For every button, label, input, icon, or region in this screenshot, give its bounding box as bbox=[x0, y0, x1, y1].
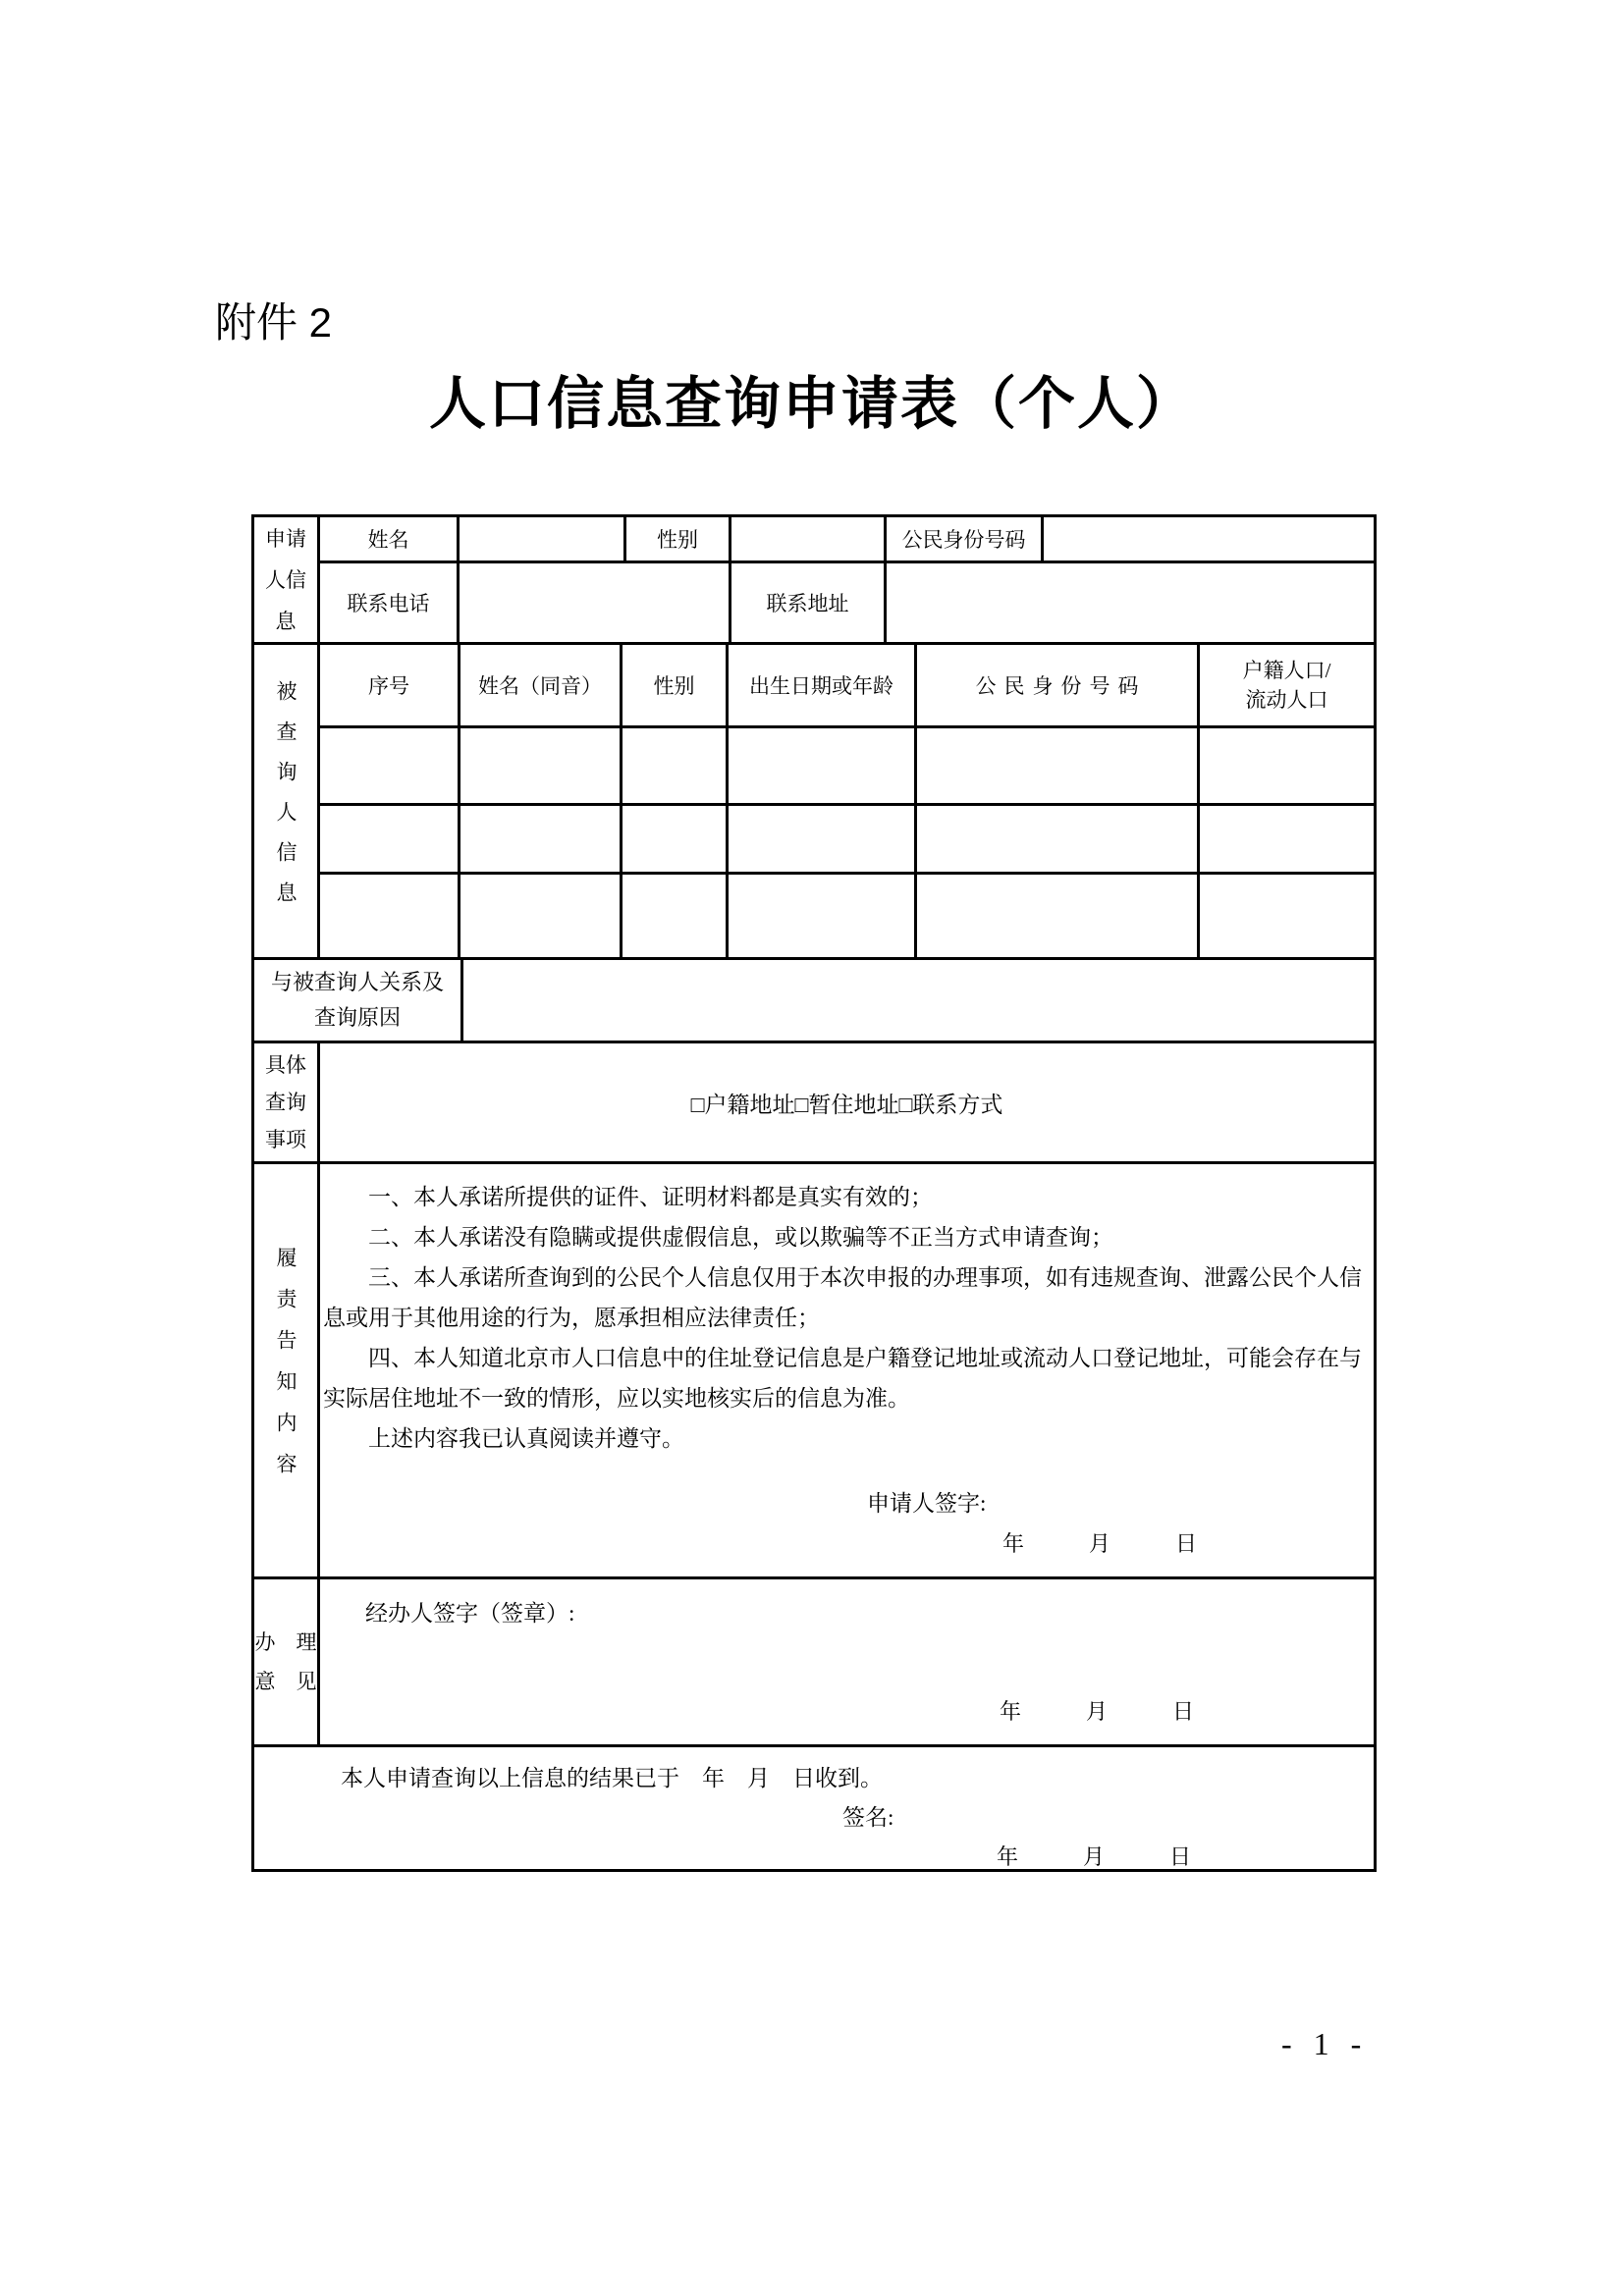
queried-col-population-type-line1: 户籍人口/ bbox=[1242, 659, 1331, 682]
applicant-phone-field[interactable] bbox=[460, 563, 729, 642]
query-items-label-text: 具体查询事项 bbox=[265, 1053, 306, 1151]
notice-section bbox=[254, 1164, 1374, 1576]
queried-row1-population-cell[interactable] bbox=[1200, 728, 1374, 803]
queried-col-population-type-line2: 流动人口 bbox=[1245, 688, 1328, 712]
relation-reason-section bbox=[254, 960, 1374, 1041]
notice-content bbox=[320, 1164, 1374, 1576]
applicant-name-field[interactable] bbox=[460, 517, 623, 561]
applicant-info-section bbox=[254, 517, 1374, 642]
queried-col-birth: 出生日期或年龄 bbox=[729, 645, 914, 725]
relation-reason-label-line2: 查询原因 bbox=[313, 1005, 401, 1030]
notice-paragraph-4: 四、本人知道北京市人口信息中的住址登记信息是户籍登记地址或流动人口登记地址，可能会存在与实际居住地址不一致的情形，应以实地核实后的信息为准。 bbox=[323, 1346, 1362, 1411]
query-items-label bbox=[254, 1043, 317, 1161]
applicant-gender-field[interactable] bbox=[731, 517, 884, 561]
notice-section-label: 履责告知内容 bbox=[254, 1164, 317, 1576]
queried-section-label: 被查询人信息 bbox=[254, 645, 317, 957]
opinion-section bbox=[254, 1579, 1374, 1744]
queried-row3-population-cell[interactable] bbox=[1200, 875, 1374, 957]
query-items-section bbox=[254, 1043, 1374, 1161]
checkbox-option-contact-info[interactable]: □联系方式 bbox=[898, 1092, 1003, 1117]
queried-row2-name-cell[interactable] bbox=[460, 806, 620, 872]
queried-col-gender: 性别 bbox=[623, 645, 726, 725]
applicant-section-label-text: 申请人信息 bbox=[265, 526, 306, 633]
notice-paragraph-3: 三、本人承诺所查询到的公民个人信息仅用于本次申报的办理事项，如有违规查询、泄露公民个人信息或用于其他用途的行为，愿承担相应法律责任； bbox=[323, 1265, 1362, 1330]
queried-row3-seq-cell[interactable] bbox=[320, 875, 458, 957]
opinion-content bbox=[320, 1579, 1374, 1744]
notice-paragraph-2: 二、本人承诺没有隐瞒或提供虚假信息，或以欺骗等不正当方式申请查询； bbox=[368, 1225, 1113, 1250]
queried-col-name: 姓名（同音） bbox=[460, 645, 620, 725]
queried-row2-seq-cell[interactable] bbox=[320, 806, 458, 872]
applicant-signature-label[interactable]: 申请人签字: bbox=[867, 1491, 987, 1516]
checkbox-option-temporary-address[interactable]: □暂住地址 bbox=[794, 1092, 899, 1117]
opinion-section-label-line2: 意 见 bbox=[254, 1670, 317, 1693]
queried-row3-name-cell[interactable] bbox=[460, 875, 620, 957]
queried-row2-population-cell[interactable] bbox=[1200, 806, 1374, 872]
checkbox-option-household-address[interactable]: □户籍地址 bbox=[690, 1092, 795, 1117]
queried-row1-id-cell[interactable] bbox=[917, 728, 1197, 803]
receipt-date-line[interactable]: 年 月 日 bbox=[997, 1844, 1192, 1869]
applicant-signature-date-line[interactable]: 年 月 日 bbox=[1002, 1531, 1198, 1556]
receipt-content bbox=[254, 1747, 1374, 1869]
queried-row2-gender-cell[interactable] bbox=[623, 806, 726, 872]
queried-col-id: 公民身份号码 bbox=[917, 645, 1197, 725]
operator-signature-date-line[interactable]: 年 月 日 bbox=[1000, 1699, 1195, 1724]
queried-row1-name-cell[interactable] bbox=[460, 728, 620, 803]
page-title: 人口信息查询申请表（个人） bbox=[428, 372, 1195, 436]
opinion-section-label bbox=[254, 1579, 317, 1744]
relation-reason-label bbox=[254, 960, 460, 1041]
receipt-statement: 本人申请查询以上信息的结果已于 年 月 日收到。 bbox=[341, 1766, 883, 1790]
notice-paragraph-5: 上述内容我已认真阅读并遵守。 bbox=[368, 1426, 684, 1451]
queried-row2-id-cell[interactable] bbox=[917, 806, 1197, 872]
receipt-section bbox=[254, 1747, 1374, 1869]
operator-signature-label[interactable]: 经办人签字（签章）: bbox=[365, 1601, 575, 1626]
queried-row3-id-cell[interactable] bbox=[917, 875, 1197, 957]
receipt-signature-label[interactable]: 签名: bbox=[842, 1805, 894, 1830]
queried-row1-gender-cell[interactable] bbox=[623, 728, 726, 803]
query-items-options bbox=[320, 1043, 1374, 1161]
queried-row2-birth-cell[interactable] bbox=[729, 806, 914, 872]
application-form-table bbox=[251, 514, 1377, 1872]
queried-col-population-type bbox=[1200, 645, 1374, 725]
relation-reason-label-line1: 与被查询人关系及 bbox=[270, 970, 444, 994]
applicant-gender-label: 性别 bbox=[626, 517, 729, 561]
notice-paragraph-1: 一、本人承诺所提供的证件、证明材料都是真实有效的； bbox=[368, 1185, 933, 1209]
queried-row1-birth-cell[interactable] bbox=[729, 728, 914, 803]
queried-col-seq: 序号 bbox=[320, 645, 458, 725]
attachment-label: 附件 2 bbox=[215, 299, 333, 346]
applicant-address-label: 联系地址 bbox=[731, 563, 884, 642]
applicant-id-field[interactable] bbox=[1044, 517, 1374, 561]
page-number: - 1 - bbox=[1281, 2026, 1369, 2061]
applicant-name-label: 姓名 bbox=[320, 517, 457, 561]
queried-row1-seq-cell[interactable] bbox=[320, 728, 458, 803]
queried-person-section bbox=[254, 645, 1374, 957]
applicant-phone-label: 联系电话 bbox=[320, 563, 457, 642]
queried-row3-gender-cell[interactable] bbox=[623, 875, 726, 957]
applicant-address-field[interactable] bbox=[887, 563, 1374, 642]
opinion-section-label-line1: 办 理 bbox=[254, 1630, 317, 1654]
applicant-section-label bbox=[254, 517, 317, 642]
applicant-id-label: 公民身份号码 bbox=[887, 517, 1041, 561]
relation-reason-field[interactable] bbox=[463, 960, 1374, 1041]
queried-row3-birth-cell[interactable] bbox=[729, 875, 914, 957]
